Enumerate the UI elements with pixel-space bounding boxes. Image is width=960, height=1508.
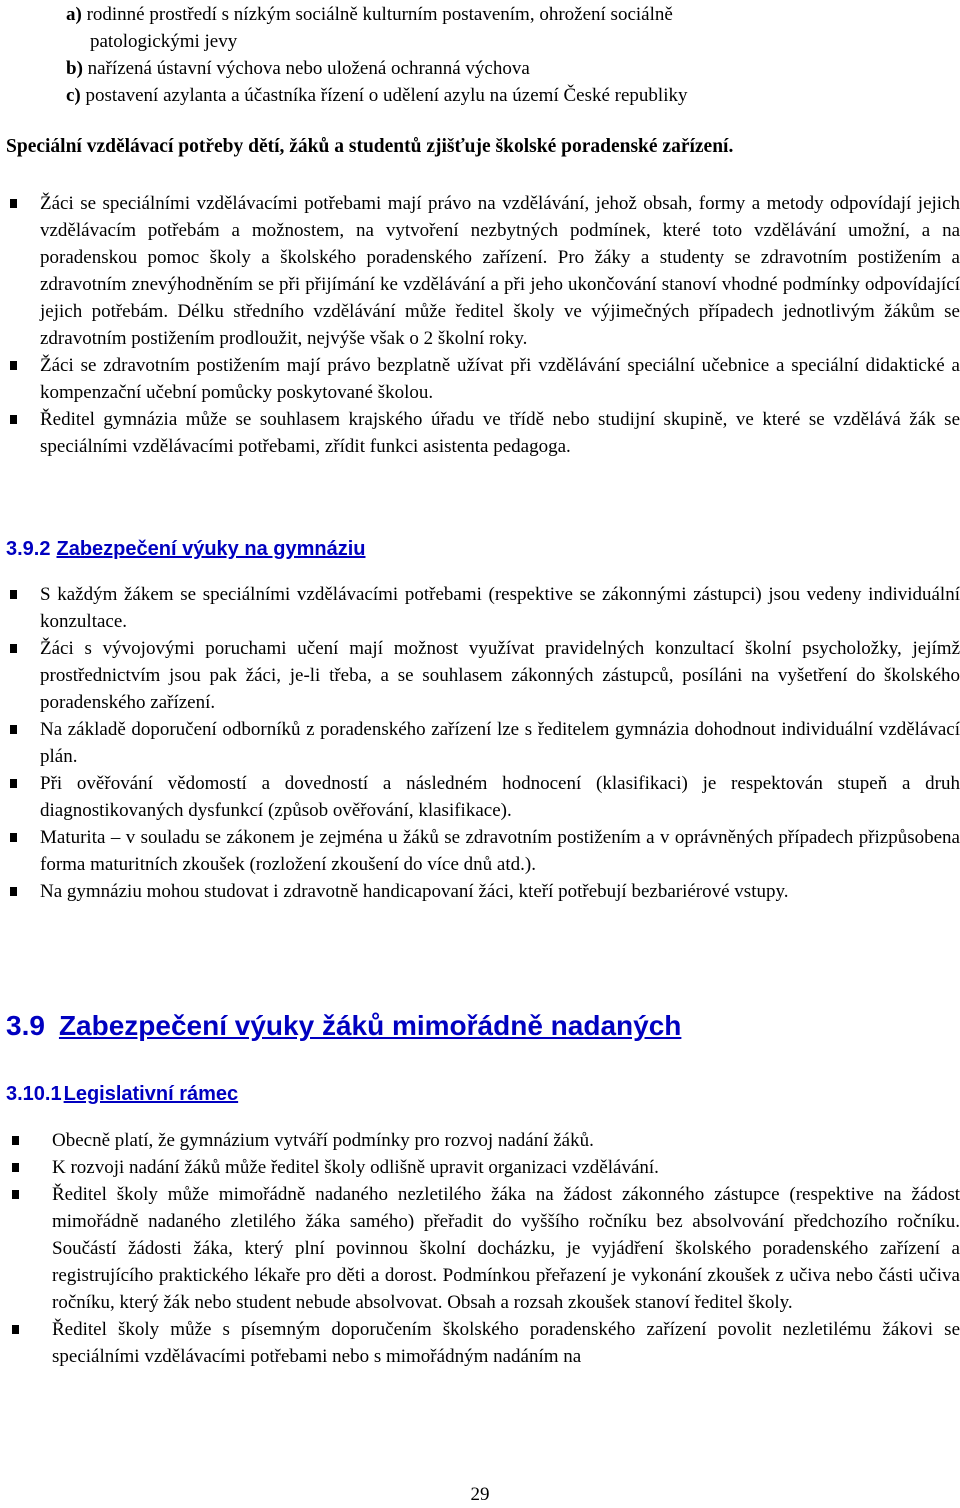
list-item bbox=[40, 352, 960, 406]
bullet-icon bbox=[12, 1325, 19, 1334]
section-heading-3-9 bbox=[6, 1010, 681, 1042]
intro-line-b bbox=[66, 57, 530, 81]
section-title: Legislativní rámec bbox=[63, 1083, 239, 1105]
bullet-list-gifted bbox=[52, 1127, 960, 1370]
section-number: 3.9 bbox=[6, 1010, 45, 1041]
list-item bbox=[52, 1154, 960, 1181]
bullet-icon bbox=[12, 1190, 19, 1199]
bullet-icon bbox=[10, 644, 17, 653]
intro-line-a-cont bbox=[90, 30, 237, 54]
section-number: 3.10.1 bbox=[6, 1083, 62, 1105]
bullet-icon bbox=[12, 1136, 19, 1145]
list-item bbox=[52, 1316, 960, 1370]
intro-letter: a) bbox=[66, 4, 82, 25]
page-number: 29 bbox=[470, 1484, 490, 1505]
list-item bbox=[52, 1127, 960, 1154]
bullet-icon bbox=[10, 590, 17, 599]
bullet-icon bbox=[10, 887, 17, 896]
list-item bbox=[40, 878, 960, 905]
list-item bbox=[40, 190, 960, 352]
section-heading-3-10-1 bbox=[6, 1083, 238, 1106]
bullet-icon bbox=[12, 1163, 19, 1172]
intro-text: patologickými jevy bbox=[90, 31, 238, 52]
intro-line-a bbox=[66, 3, 673, 27]
list-item-text: Žáci s vývojovými poruchami učení mají možnost využívat pravidelných konzultací školní psycholožky, jejímž prostřednictvím jsou pak žáci, je-li třeba, a se souhlasem zákonných zástupců, posíláni na vyšetření do školského poradenského zařízení. bbox=[40, 638, 960, 713]
list-item-text: Žáci se speciálními vzdělávacími potřebami mají právo na vzdělávání, jehož obsah, formy a metody odpovídají jejich vzdělávacím potřebám a možnostem, na vytvoření nezbytných podmínek, které toto vzdělávání umožní, a na poradenskou pomoc školy a školského poradenského zařízení. Pro žáky a studenty se zdravotním postižením a zdravotním znevýhodněním se při přijímání ke vzdělávání a při jeho ukončování stanoví vhodné podmínky odpovídající jejich potřebám. Délku středního vzdělávání může ředitel školy ve výjimečných případech jednotlivým žákům se zdravotním postižením prodloužit, nejvýše však o 2 školní roky. bbox=[40, 193, 960, 349]
bullet-icon bbox=[10, 199, 17, 208]
list-item bbox=[40, 716, 960, 770]
list-item-text: Ředitel gymnázia může se souhlasem krajského úřadu ve třídě nebo studijní skupině, ve které se vzdělává žák se speciálními vzdělávacími potřebami, zřídit funkci asistenta pedagoga. bbox=[40, 409, 960, 457]
list-item-text: Maturita – v souladu se zákonem je zejména u žáků se zdravotním postižením a v oprávněných případech přizpůsobena forma maturitních zkoušek (rozložení zkoušení do více dnů atd.). bbox=[40, 827, 960, 875]
list-item-text: Na gymnáziu mohou studovat i zdravotně handicapovaní žáci, kteří potřebují bezbariérové vstupy. bbox=[40, 881, 789, 902]
bullet-icon bbox=[10, 361, 17, 370]
intro-text: nařízená ústavní výchova nebo uložená ochranná výchova bbox=[87, 58, 530, 79]
intro-text: rodinné prostředí s nízkým sociálně kulturním postavením, ohrožení sociálně bbox=[86, 4, 673, 25]
section-title: Zabezpečení výuky žáků mimořádně nadaných bbox=[58, 1010, 682, 1041]
list-item bbox=[40, 581, 960, 635]
list-item-text: K rozvoji nadání žáků může ředitel školy odlišně upravit organizaci vzdělávání. bbox=[52, 1157, 659, 1178]
bullet-list-special-needs bbox=[40, 190, 960, 460]
list-item-text: Ředitel školy může mimořádně nadaného nezletilého žáka na žádost zákonného zástupce (respektive na žádost mimořádně nadaného zletilého žáka samého) přeřadit do vyššího ročníku bez absolvování předchozího ročníku. Součástí žádosti žáka, který plní povinnou školní docházku, je vyjádření školského poradenského zařízení a registrujícího praktického lékaře pro děti a dorost. Podmínkou přeřazení je vykonání zkoušek z učiva nebo části učiva ročníku, který žák nebo student nebude absolvovat. Obsah a rozsah zkoušek stanoví ředitel školy. bbox=[52, 1184, 960, 1313]
bullet-icon bbox=[10, 833, 17, 842]
section-heading-3-9-2 bbox=[6, 538, 365, 561]
bullet-list-teaching bbox=[40, 581, 960, 905]
section-title: Zabezpečení výuky na gymnáziu bbox=[56, 538, 366, 560]
list-item-text: Na základě doporučení odborníků z poradenského zařízení lze s ředitelem gymnázia dohodnout individuální vzdělávací plán. bbox=[40, 719, 960, 767]
intro-letter: b) bbox=[66, 58, 83, 79]
list-item bbox=[40, 406, 960, 460]
intro-letter: c) bbox=[66, 85, 81, 106]
section-number: 3.9.2 bbox=[6, 538, 51, 560]
list-item-text: Při ověřování vědomostí a dovedností a následném hodnocení (klasifikaci) je respektován stupeň a druh diagnostikovaných dysfunkcí (způsob ověřování, klasifikace). bbox=[40, 773, 960, 821]
list-item bbox=[40, 824, 960, 878]
bullet-icon bbox=[10, 779, 17, 788]
list-item bbox=[40, 635, 960, 716]
list-item-text: Ředitel školy může s písemným doporučením školského poradenského zařízení povolit nezletilému žákovi se speciálními vzdělávacími potřebami nebo s mimořádným nadáním na bbox=[52, 1319, 960, 1367]
bullet-icon bbox=[10, 415, 17, 424]
list-item bbox=[52, 1181, 960, 1316]
list-item-text: S každým žákem se speciálními vzdělávacími potřebami (respektive se zákonnými zástupci) jsou vedeny individuální konzultace. bbox=[40, 584, 960, 632]
intro-line-c bbox=[66, 84, 688, 108]
intro-text: postavení azylanta a účastníka řízení o udělení azylu na území České republiky bbox=[85, 85, 688, 106]
bullet-icon bbox=[10, 725, 17, 734]
list-item-text: Obecně platí, že gymnázium vytváří podmínky pro rozvoj nadání žáků. bbox=[52, 1130, 594, 1151]
list-item-text: Žáci se zdravotním postižením mají právo bezplatně užívat při vzdělávání speciální učebnice a speciální didaktické a kompenzační učební pomůcky poskytované školou. bbox=[40, 355, 960, 403]
list-item bbox=[40, 770, 960, 824]
lead-sentence: Speciální vzdělávací potřeby dětí, žáků a studentů zjišťuje školské poradenské zařízení. bbox=[6, 136, 734, 157]
